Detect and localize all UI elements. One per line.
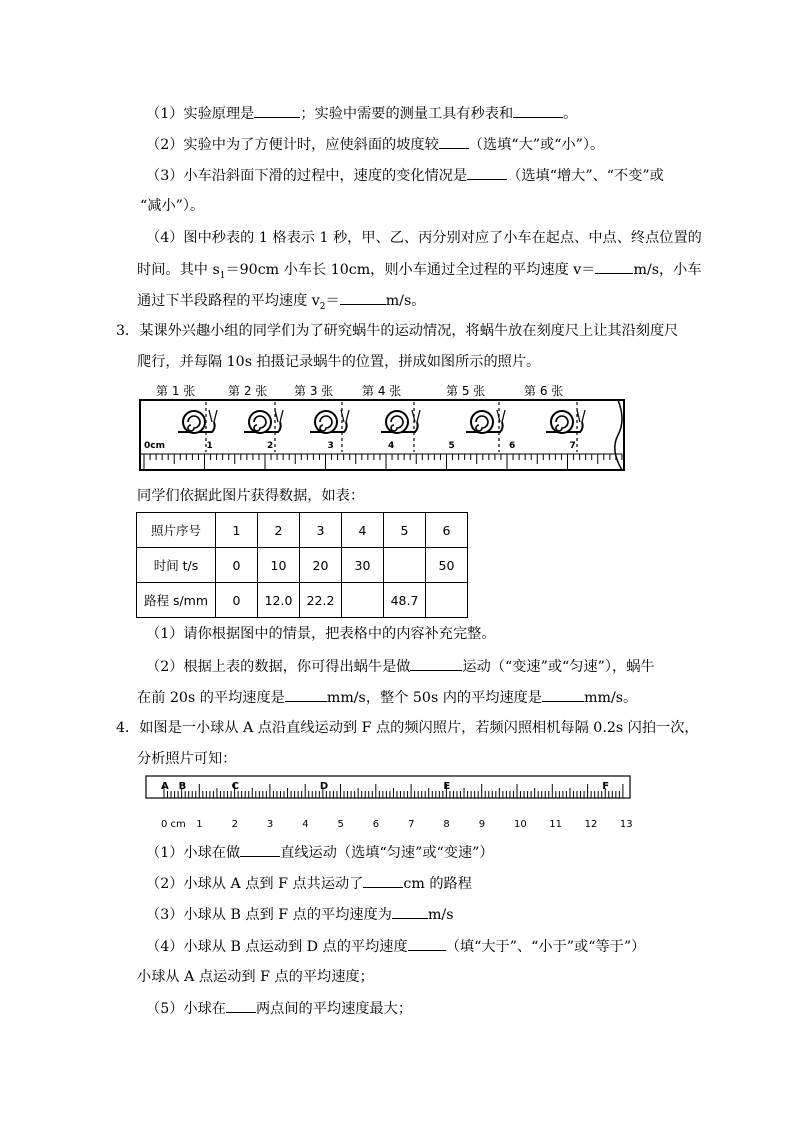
answer-blank[interactable] [392, 904, 428, 919]
table-cell: 48.7 [384, 583, 426, 618]
strobe-number: 6 [372, 819, 380, 830]
table-cell: 0 [216, 583, 258, 618]
answer-blank[interactable] [410, 656, 462, 671]
answer-blank[interactable] [340, 290, 386, 305]
point-label-a: A [161, 781, 169, 792]
snail-ruler-figure [136, 380, 636, 476]
q4-part5 [146, 998, 412, 1019]
snail-icon [546, 410, 585, 433]
table-cell: 12.0 [258, 583, 300, 618]
text: （2）根据上表的数据，你可得出蜗牛是做 [146, 659, 411, 675]
strobe-number: 13 [619, 819, 633, 830]
q3-intro: 3．某课外兴趣小组的同学们为了研究蜗牛的运动情况，将蜗牛放在刻度尺上让其沿刻度尺 [116, 323, 679, 339]
ruler-number: 4 [388, 441, 395, 451]
q2-part4-line3 [137, 290, 425, 317]
data-table [136, 512, 468, 618]
text: （2）实验中为了方便计时，应使斜面的坡度较 [146, 137, 439, 153]
q2-part2 [146, 134, 604, 155]
strobe-number: 10 [514, 819, 527, 830]
table-row [137, 583, 468, 618]
text: 两点间的平均速度最大； [255, 1001, 413, 1017]
text: （3）小车沿斜面下滑的过程中，速度的变化情况是 [146, 168, 468, 184]
text: m/s，小车 [633, 262, 702, 278]
strobe-ruler-figure [140, 772, 640, 836]
text: （3）小球从 B 点到 F 点的平均速度为 [146, 907, 392, 923]
row-header: 路程 s/mm [137, 583, 216, 618]
q4-part4 [146, 936, 645, 957]
photo-label: 第 4 张 [362, 384, 402, 398]
answer-blank[interactable] [542, 687, 584, 702]
point-label-f: F [602, 781, 610, 792]
text: ＝ [325, 293, 340, 309]
table-cell: 10 [258, 548, 300, 583]
q2-part1 [146, 103, 577, 124]
answer-blank[interactable] [467, 165, 507, 180]
photo-label: 第 5 张 [446, 384, 486, 398]
photo-label: 第 1 张 [156, 384, 196, 398]
strobe-number: 2 [231, 819, 238, 830]
text: mm/s。 [584, 690, 638, 706]
answer-blank[interactable] [513, 103, 563, 118]
table-cell-blank[interactable] [426, 583, 468, 618]
q3-intro-line2: 爬行，并每隔 10s 拍摄记录蜗牛的位置，拼成如图所示的照片。 [137, 354, 541, 370]
table-cell: 5 [384, 513, 426, 548]
text: 。 [563, 106, 578, 122]
q3-part2 [146, 656, 655, 677]
strobe-number: 1 [196, 819, 203, 830]
table-cell: 0 [216, 548, 258, 583]
strobe-number: 5 [337, 819, 344, 830]
q4-intro: 4．如图是一小球从 A 点沿直线运动到 F 点的频闪照片，若频闪照相机每隔 0.2s 闪拍一次， [116, 720, 699, 736]
text: （5）小球在 [146, 1001, 226, 1017]
snail-icon [310, 410, 349, 433]
text: 时间。其中 s [137, 262, 220, 278]
q3-part1: （1）请你根据图中的情景，把表格中的内容补充完整。 [146, 626, 496, 642]
table-cell: 4 [342, 513, 384, 548]
text: ；实验中需要的测量工具有秒表和 [300, 106, 514, 122]
text: mm/s，整个 50s 内的平均速度是 [326, 690, 543, 706]
q4-part3 [146, 904, 453, 925]
text: ＝90cm 小车长 10cm，则小车通过全过程的平均速度 v＝ [225, 262, 596, 278]
ruler-number: 5 [448, 441, 455, 451]
ruler-number: 1 [206, 441, 213, 451]
q2-part3 [146, 165, 664, 186]
photo-label: 第 2 张 [228, 384, 268, 398]
photo-label: 第 3 张 [294, 384, 334, 398]
text: （选填“大”或“小”）。 [468, 137, 605, 153]
text: 在前 20s 的平均速度是 [137, 690, 285, 706]
answer-blank[interactable] [439, 134, 469, 149]
row-header: 照片序号 [137, 513, 216, 548]
answer-blank[interactable] [240, 842, 280, 857]
q2-part3-cont: “减小”）。 [140, 198, 205, 214]
q4-part2 [146, 873, 472, 894]
ruler-frame [140, 400, 624, 470]
q4-intro-line2: 分析照片可知： [137, 751, 237, 767]
q4-part4-line2: 小球从 A 点运动到 F 点的平均速度； [137, 969, 374, 985]
q2-part4-line2 [137, 259, 702, 286]
table-cell: 20 [300, 548, 342, 583]
table-cell: 1 [216, 513, 258, 548]
answer-blank[interactable] [254, 103, 300, 118]
text: m/s [427, 907, 454, 923]
text: 运动（“变速”或“匀速”），蜗牛 [462, 659, 655, 675]
strobe-number: 9 [478, 819, 486, 830]
ruler-number: 3 [327, 441, 334, 451]
strobe-number: 8 [443, 819, 450, 830]
row-header: 时间 t/s [137, 548, 216, 583]
text: （1）小球在做 [146, 845, 241, 861]
text: 直线运动（选填“匀速”或“变速”） [280, 845, 494, 861]
table-cell: 3 [300, 513, 342, 548]
table-cell: 30 [342, 548, 384, 583]
table-cell-blank[interactable] [342, 583, 384, 618]
snail-icon [244, 410, 283, 433]
text: （1）实验原理是 [146, 106, 255, 122]
table-cell-blank[interactable] [384, 548, 426, 583]
table-row [137, 548, 468, 583]
text: 通过下半段路程的平均速度 v [137, 293, 320, 309]
table-cell: 22.2 [300, 583, 342, 618]
strobe-strip [146, 776, 630, 798]
answer-blank[interactable] [595, 259, 633, 274]
strobe-number: 3 [266, 819, 274, 830]
point-label-b: B [178, 781, 187, 792]
q3-part2-line2 [137, 687, 637, 708]
ruler-number: 2 [267, 441, 274, 451]
subscript: 2 [319, 301, 326, 312]
point-label-d: D [319, 781, 329, 792]
q4-part1 [146, 842, 494, 863]
photo-label: 第 6 张 [524, 384, 564, 398]
answer-blank[interactable] [408, 936, 446, 951]
answer-blank[interactable] [363, 873, 403, 888]
strobe-number: 0 cm [161, 819, 186, 830]
answer-blank[interactable] [285, 687, 327, 702]
strobe-number: 11 [549, 819, 563, 830]
text: （4）小球从 B 点运动到 D 点的平均速度 [146, 939, 408, 955]
text: cm 的路程 [403, 876, 472, 892]
strobe-number: 7 [408, 819, 415, 830]
point-label-e: E [443, 781, 451, 792]
subscript: 1 [219, 270, 226, 281]
ruler-number: 0cm [144, 441, 165, 451]
ruler-number: 6 [509, 441, 516, 451]
q2-part4: （4）图中秒表的 1 格表示 1 秒，甲、乙、丙分别对应了小车在起点、中点、终点位置的 [146, 230, 702, 246]
text: （填“大于”、“小于”或“等于”） [445, 939, 646, 955]
point-label-c: C [231, 781, 239, 792]
table-cell: 2 [258, 513, 300, 548]
table-row [137, 513, 468, 548]
snail-icon [178, 410, 217, 433]
text: （2）小球从 A 点到 F 点共运动了 [146, 876, 364, 892]
text: m/s。 [385, 293, 426, 309]
table-intro: 同学们依据此图片获得数据，如表： [137, 488, 365, 504]
answer-blank[interactable] [226, 998, 256, 1013]
text: （选填“增大”、“不变”或 [507, 168, 664, 184]
strobe-number: 12 [584, 819, 598, 830]
ruler-number: 7 [569, 441, 576, 451]
table-cell: 50 [426, 548, 468, 583]
strobe-number: 4 [302, 819, 309, 830]
table-cell: 6 [426, 513, 468, 548]
